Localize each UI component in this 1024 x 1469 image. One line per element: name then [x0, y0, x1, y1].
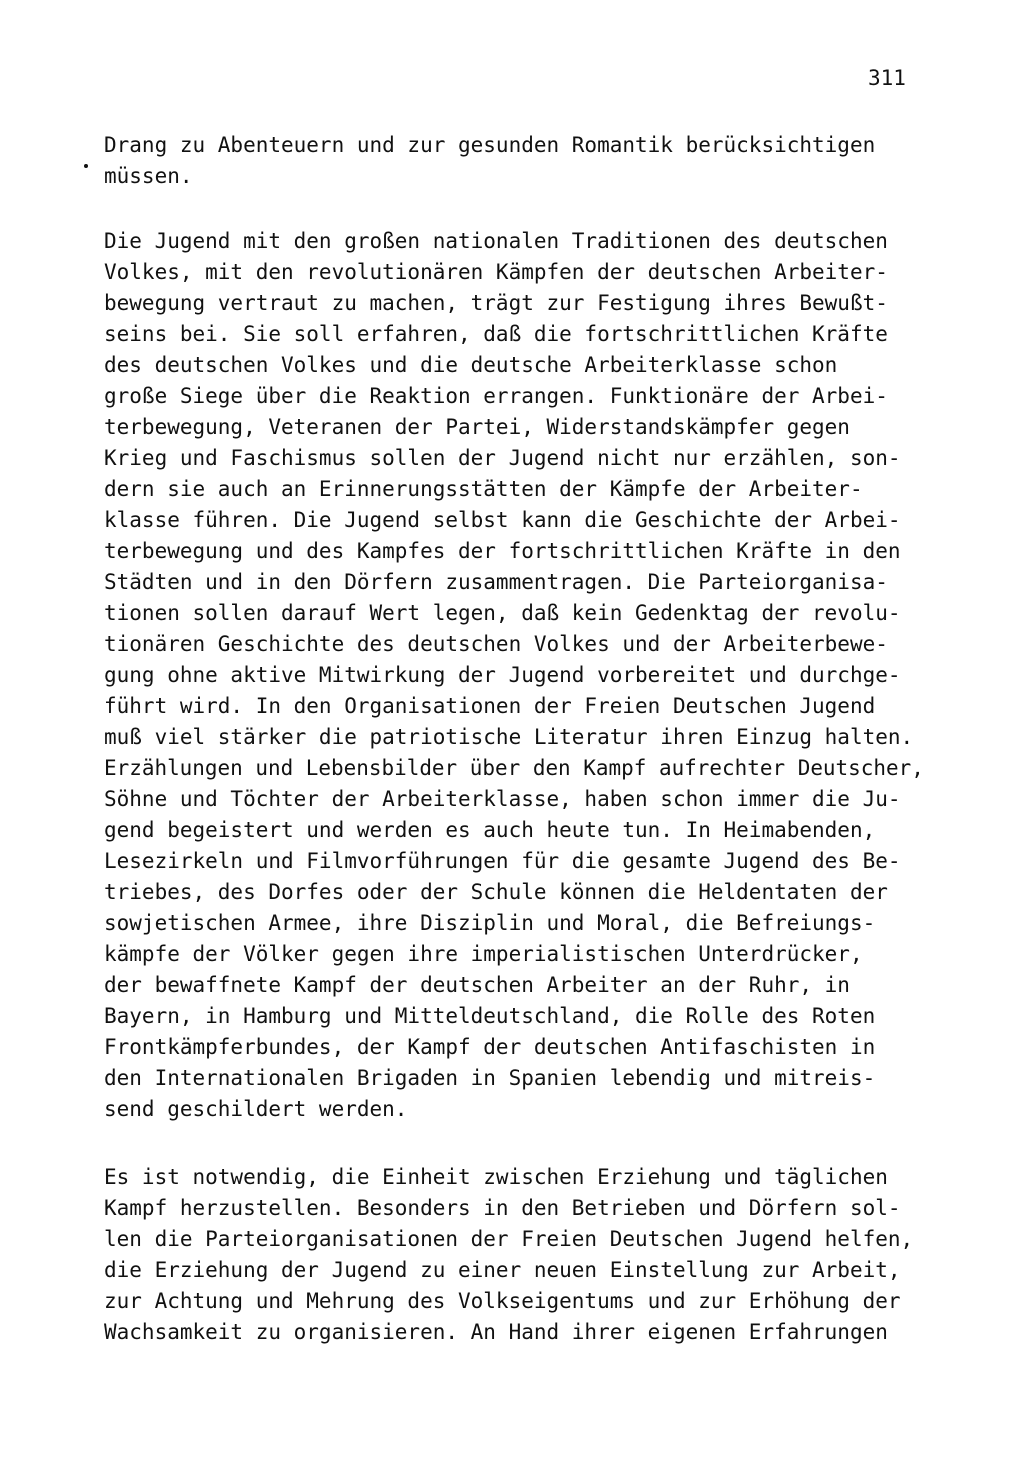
text-line: Krieg und Faschismus sollen der Jugend nicht nur erzählen, son-: [104, 446, 901, 470]
text-line: tionären Geschichte des deutschen Volkes und der Arbeiterbewe-: [104, 632, 888, 656]
text-line: die Erziehung der Jugend zu einer neuen Einstellung zur Arbeit,: [104, 1258, 901, 1282]
text-line: tionen sollen darauf Wert legen, daß kein Gedenktag der revolu-: [104, 601, 901, 625]
text-line: des deutschen Volkes und die deutsche Arbeiterklasse schon: [104, 353, 838, 377]
text-line: Frontkämpferbundes, der Kampf der deutschen Antifaschisten in: [104, 1035, 876, 1059]
text-line: triebes, des Dorfes oder der Schule können die Heldentaten der: [104, 880, 888, 904]
text-line: Lesezirkeln und Filmvorführungen für die gesamte Jugend des Be-: [104, 849, 901, 873]
text-line: dern sie auch an Erinnerungsstätten der Kämpfe der Arbeiter-: [104, 477, 863, 501]
paragraph-1: [104, 130, 924, 192]
text-line: Söhne und Töchter der Arbeiterklasse, haben schon immer die Ju-: [104, 787, 901, 811]
text-line: Städten und in den Dörfern zusammentragen. Die Parteiorganisa-: [104, 570, 888, 594]
text-line: sowjetischen Armee, ihre Disziplin und Moral, die Befreiungs-: [104, 911, 876, 935]
text-line: terbewegung, Veteranen der Partei, Widerstandskämpfer gegen: [104, 415, 850, 439]
paragraph-2: [104, 226, 924, 1125]
text-line: Erzählungen und Lebensbilder über den Kampf aufrechter Deutscher,: [104, 756, 924, 780]
text-line: Volkes, mit den revolutionären Kämpfen der deutschen Arbeiter-: [104, 260, 888, 284]
text-line: seins bei. Sie soll erfahren, daß die fortschrittlichen Kräfte: [104, 322, 888, 346]
text-line: gung ohne aktive Mitwirkung der Jugend vorbereitet und durchge-: [104, 663, 901, 687]
text-line: gend begeistert und werden es auch heute tun. In Heimabenden,: [104, 818, 876, 842]
text-line: Wachsamkeit zu organisieren. An Hand ihrer eigenen Erfahrungen: [104, 1320, 888, 1344]
text-line: Es ist notwendig, die Einheit zwischen Erziehung und täglichen: [104, 1165, 888, 1189]
text-line: klasse führen. Die Jugend selbst kann die Geschichte der Arbei-: [104, 508, 901, 532]
margin-dot-mark: [84, 164, 88, 168]
paragraph-3: [104, 1162, 924, 1348]
text-line: Die Jugend mit den großen nationalen Traditionen des deutschen: [104, 229, 888, 253]
text-line: der bewaffnete Kampf der deutschen Arbeiter an der Ruhr, in: [104, 973, 850, 997]
text-line: muß viel stärker die patriotische Literatur ihren Einzug halten.: [104, 725, 914, 749]
text-line: kämpfe der Völker gegen ihre imperialistischen Unterdrücker,: [104, 942, 863, 966]
page-number: 311: [868, 66, 906, 90]
text-line: den Internationalen Brigaden in Spanien lebendig und mitreis-: [104, 1066, 876, 1090]
text-line: bewegung vertraut zu machen, trägt zur Festigung ihres Bewußt-: [104, 291, 888, 315]
text-line: müssen.: [104, 164, 193, 188]
text-line: große Siege über die Reaktion errangen. Funktionäre der Arbei-: [104, 384, 888, 408]
text-line: send geschildert werden.: [104, 1097, 408, 1121]
text-line: zur Achtung und Mehrung des Volkseigentums und zur Erhöhung der: [104, 1289, 901, 1313]
text-line: terbewegung und des Kampfes der fortschrittlichen Kräfte in den: [104, 539, 901, 563]
text-line: Drang zu Abenteuern und zur gesunden Romantik berücksichtigen: [104, 133, 876, 157]
text-line: führt wird. In den Organisationen der Freien Deutschen Jugend: [104, 694, 876, 718]
text-line: len die Parteiorganisationen der Freien Deutschen Jugend helfen,: [104, 1227, 914, 1251]
text-line: Kampf herzustellen. Besonders in den Betrieben und Dörfern sol-: [104, 1196, 901, 1220]
text-line: Bayern, in Hamburg und Mitteldeutschland, die Rolle des Roten: [104, 1004, 876, 1028]
